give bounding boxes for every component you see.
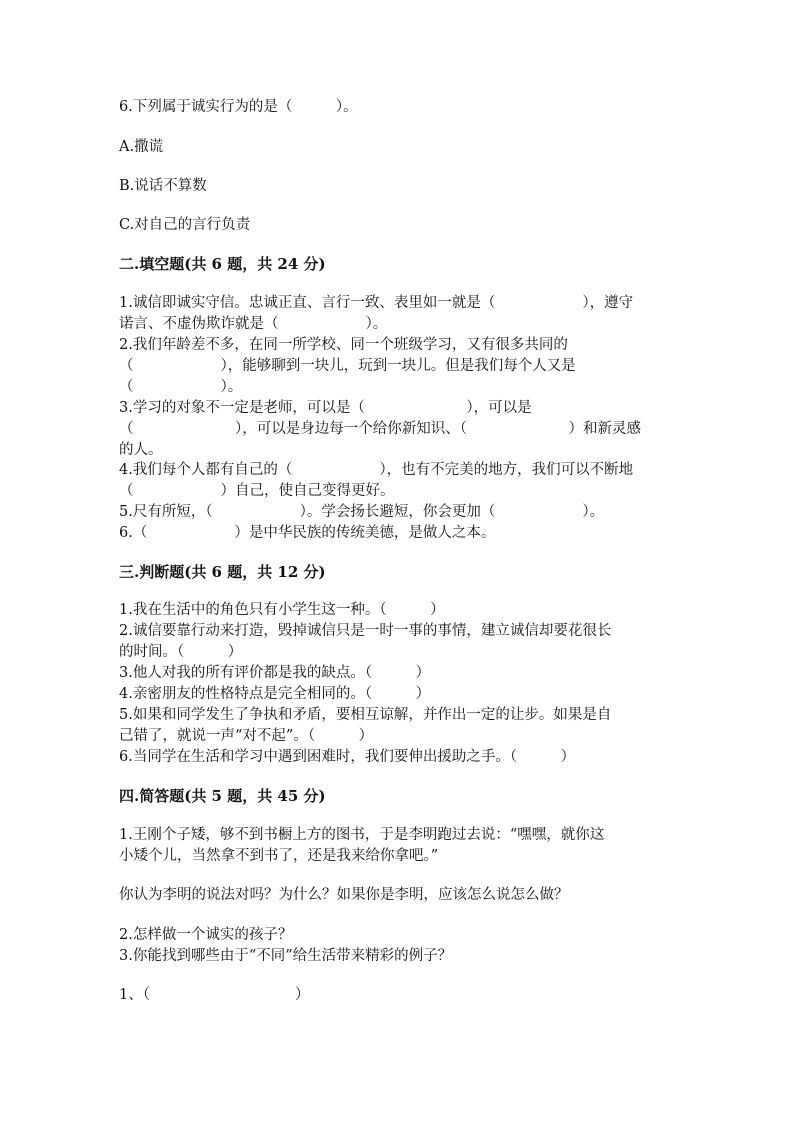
fill-line: 1.诚信即诚实守信。忠诚正直、言行一致、表里如一就是（ ），遵守: [119, 295, 634, 311]
short-q1-line: 1.王刚个子矮，够不到书橱上方的图书，于是李明跑过去说：“嘿嘿，就你这: [119, 827, 605, 843]
section-heading-fill-in: 二.填空题(共 6 题，共 24 分): [119, 255, 326, 273]
option-a: A.撒谎: [119, 139, 164, 155]
short-q1-line: 小矮个儿，当然拿不到书了，还是我来给你拿吧。”: [119, 848, 439, 864]
question-6-stem: 6.下列属于诚实行为的是（ ）。: [119, 99, 358, 115]
judge-line: 2.诚信要靠行动来打造，毁掉诚信只是一时一事的事情，建立诚信却要花很长: [119, 623, 612, 639]
short-q1-ask: 你认为李明的说法对吗？为什么？如果你是李明，应该怎么说怎么做？: [119, 887, 569, 903]
option-b: B.说话不算数: [119, 178, 207, 194]
fill-line: 5.尺有所短，（ ）。学会扬长避短，你会更加（ ）。: [119, 504, 605, 520]
fill-line: 的人。: [119, 442, 163, 458]
judge-line: 4.亲密朋友的性格特点是完全相同的。（ ）: [119, 686, 431, 702]
option-c: C.对自己的言行负责: [119, 217, 251, 233]
judge-line: 1.我在生活中的角色只有小学生这一种。（ ）: [119, 602, 445, 618]
fill-line: （ ）。: [119, 379, 243, 395]
fill-line: （ ），能够聊到一块儿，玩到一块儿。但是我们每个人又是: [119, 358, 576, 374]
short-q2: 2.怎样做一个诚实的孩子？: [119, 927, 293, 943]
judge-line: 的时间。（ ）: [119, 644, 243, 660]
answer-blank-1: 1、（ ）: [119, 987, 310, 1003]
section-heading-short-answer: 四.简答题(共 5 题，共 45 分): [119, 787, 326, 805]
judge-line: 5.如果和同学发生了争执和矛盾，要相互谅解，并作出一定的让步。如果是自: [119, 707, 612, 723]
fill-line: （ ）自己，使自己变得更好。: [119, 483, 395, 499]
fill-line: 6.（ ）是中华民族的传统美德，是做人之本。: [119, 525, 496, 541]
fill-line: 4.我们每个人都有自己的（ ），也有不完美的地方，我们可以不断地: [119, 462, 634, 478]
fill-line: 2.我们年龄差不多，在同一所学校、同一个班级学习，又有很多共同的: [119, 337, 568, 353]
fill-line: 诺言、不虚伪欺诈就是（ ）。: [119, 316, 388, 332]
fill-line: 3.学习的对象不一定是老师，可以是（ ），可以是: [119, 400, 532, 416]
fill-line: （ ），可以是身边每一个给你新知识、（ ）和新灵感: [119, 421, 641, 437]
judge-line: 6.当同学在生活和学习中遇到困难时，我们要伸出援助之手。（ ）: [119, 749, 576, 765]
section-heading-judge: 三.判断题(共 6 题，共 12 分): [119, 563, 326, 581]
short-q3: 3.你能找到哪些由于“不同”给生活带来精彩的例子？: [119, 948, 453, 964]
judge-line: 己错了，就说一声“对不起”。（ ）: [119, 728, 374, 744]
judge-line: 3.他人对我的所有评价都是我的缺点。（ ）: [119, 665, 431, 681]
